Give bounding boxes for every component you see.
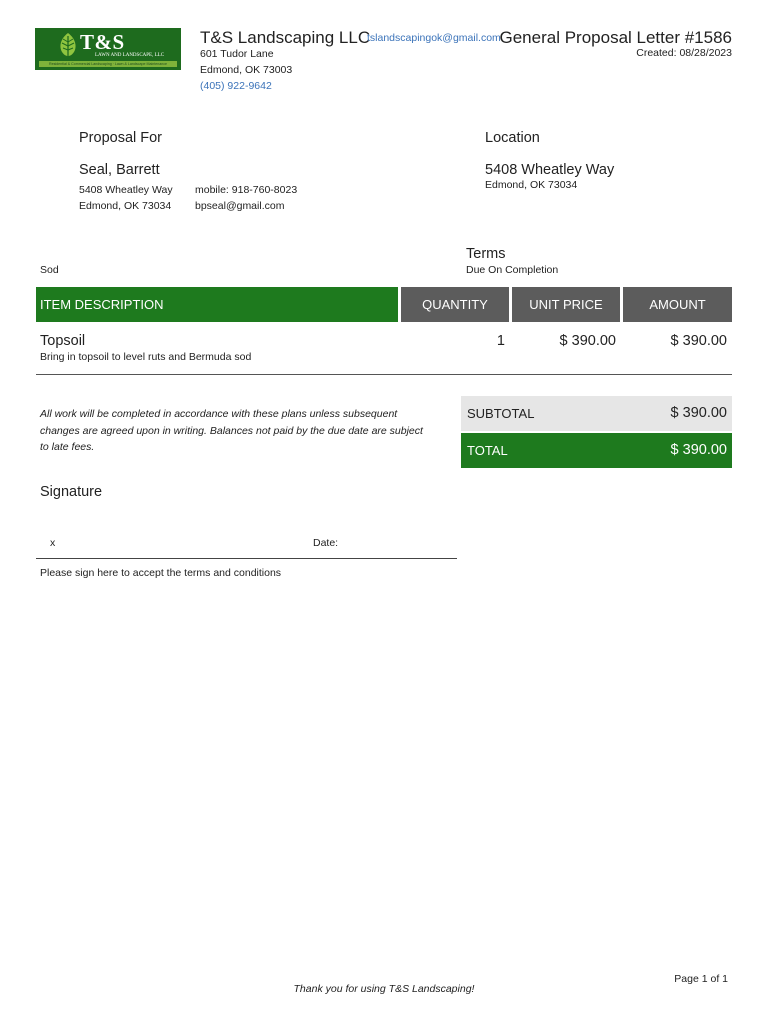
item-amount: $ 390.00 bbox=[670, 333, 727, 349]
footer-thanks: Thank you for using T&S Landscaping! bbox=[293, 983, 475, 995]
proposal-for-label: Proposal For bbox=[79, 130, 163, 146]
client-email-link[interactable]: bpseal@gmail.com bbox=[195, 200, 285, 212]
client-mobile: mobile: 918-760-8023 bbox=[195, 184, 298, 196]
item-name: Topsoil bbox=[40, 333, 86, 349]
leaf-icon bbox=[57, 32, 79, 60]
company-logo bbox=[35, 28, 181, 70]
terms-value: Due On Completion bbox=[466, 264, 559, 276]
company-phone-link[interactable]: (405) 922-9642 bbox=[200, 80, 272, 92]
page-number: Page 1 of 1 bbox=[674, 973, 728, 985]
logo-subtitle: LAWN AND LANDSCAPE, LLC bbox=[95, 53, 165, 58]
signature-instruction: Please sign here to accept the terms and conditions bbox=[40, 567, 282, 579]
project-name: Sod bbox=[40, 264, 59, 276]
row-divider bbox=[36, 374, 732, 375]
subtotal-label: SUBTOTAL bbox=[467, 406, 535, 421]
terms-note: All work will be completed in accordance with these plans unless subsequent changes are agreed upon in writing. Balances not paid by the due date are subject to late fees. bbox=[40, 408, 423, 453]
signature-x-mark: x bbox=[50, 537, 56, 549]
header-quantity: QUANTITY bbox=[401, 287, 509, 322]
client-street: 5408 Wheatley Way bbox=[79, 184, 173, 196]
header-item-description: ITEM DESCRIPTION bbox=[36, 287, 398, 322]
total-value: $ 390.00 bbox=[670, 442, 727, 458]
company-email-link[interactable]: tslandscapingok@gmail.com bbox=[367, 32, 501, 44]
total-label: TOTAL bbox=[467, 443, 508, 458]
terms-label: Terms bbox=[466, 246, 506, 262]
logo-text: T&S bbox=[80, 30, 125, 54]
signature-title: Signature bbox=[40, 484, 103, 500]
company-city: Edmond, OK 73003 bbox=[200, 64, 293, 76]
location-label: Location bbox=[485, 130, 540, 146]
company-street: 601 Tudor Lane bbox=[200, 48, 274, 60]
location-street: 5408 Wheatley Way bbox=[485, 162, 615, 178]
item-unit-price: $ 390.00 bbox=[559, 333, 616, 349]
location-city: Edmond, OK 73034 bbox=[485, 179, 578, 191]
document-title: General Proposal Letter #1586 bbox=[499, 28, 732, 47]
subtotal-value: $ 390.00 bbox=[670, 405, 727, 421]
header-unit-price: UNIT PRICE bbox=[512, 287, 620, 322]
signature-date-label: Date: bbox=[313, 537, 339, 549]
item-description: Bring in topsoil to level ruts and Bermuda sod bbox=[40, 351, 252, 363]
signature-line[interactable] bbox=[36, 558, 457, 559]
company-name: T&S Landscaping LLC bbox=[200, 28, 371, 47]
client-name: Seal, Barrett bbox=[79, 162, 160, 178]
document-created-date: Created: 08/28/2023 bbox=[636, 47, 732, 59]
client-city: Edmond, OK 73034 bbox=[79, 200, 172, 212]
item-quantity: 1 bbox=[496, 333, 505, 349]
logo-tagline: Residential & Commercial Landscaping · Lawn & Landscape Maintenance bbox=[39, 61, 177, 67]
header-amount: AMOUNT bbox=[623, 287, 732, 322]
